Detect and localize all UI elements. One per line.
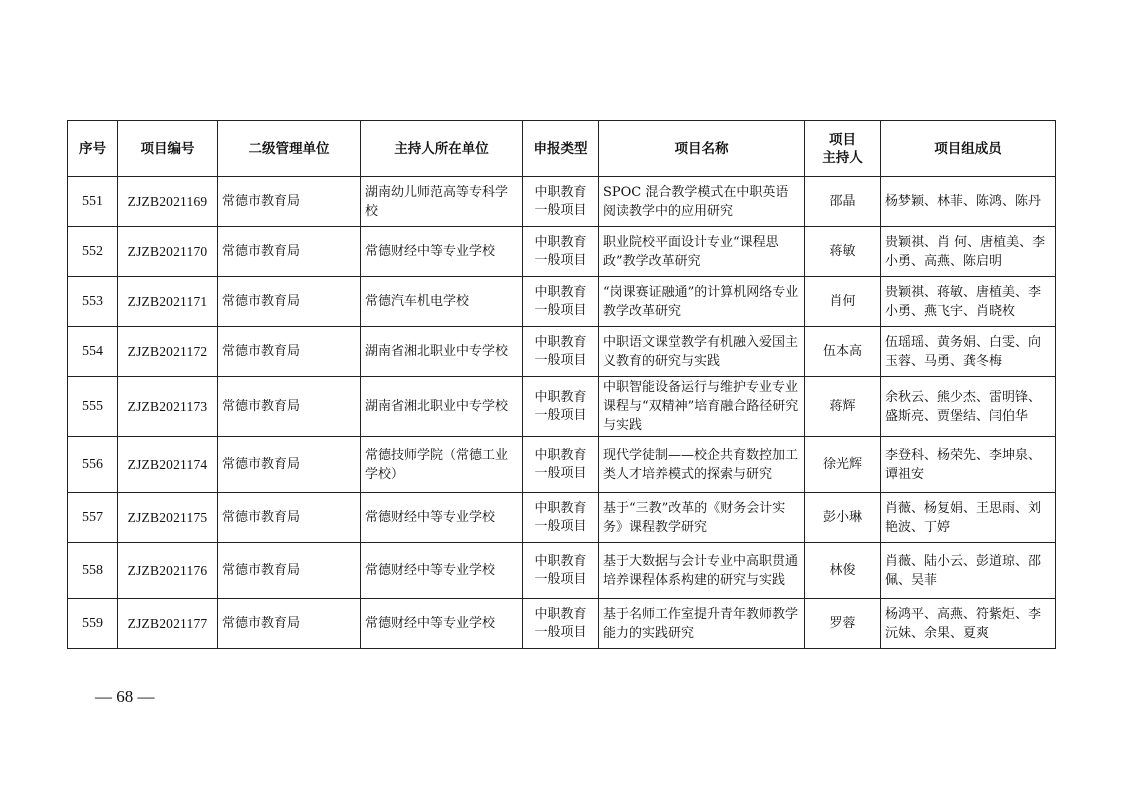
cell-type-line1: 中职教育 [534, 234, 587, 250]
table-row [68, 227, 1056, 277]
cell-type-line1: 中职教育 [534, 500, 587, 516]
cell-admin-unit: 常德市教育局 [218, 227, 361, 277]
cell-host: 罗蓉 [805, 599, 881, 649]
cell-project-name: 中职智能设备运行与维护专业专业课程与“双精神”培育融合路径研究与实践 [599, 377, 805, 437]
cell-seq: 555 [68, 377, 118, 437]
cell-project-name: 现代学徒制——校企共育数控加工类人才培养模式的探索与研究 [599, 437, 805, 493]
cell-seq: 552 [68, 227, 118, 277]
cell-type [523, 493, 599, 543]
header-seq: 序号 [68, 121, 118, 177]
cell-code: ZJZB2021172 [118, 327, 218, 377]
cell-host: 彭小琳 [805, 493, 881, 543]
cell-host: 伍本高 [805, 327, 881, 377]
cell-host-unit: 常德汽车机电学校 [361, 277, 523, 327]
cell-type [523, 599, 599, 649]
cell-code: ZJZB2021171 [118, 277, 218, 327]
project-table [67, 120, 1056, 649]
header-type: 申报类型 [523, 121, 599, 177]
cell-members: 肖薇、陆小云、彭道琼、邵佩、吴菲 [881, 543, 1056, 599]
table-row [68, 543, 1056, 599]
cell-seq: 557 [68, 493, 118, 543]
cell-members: 贵颖祺、肖 何、唐植美、李小勇、高燕、陈启明 [881, 227, 1056, 277]
cell-admin-unit: 常德市教育局 [218, 327, 361, 377]
cell-code: ZJZB2021170 [118, 227, 218, 277]
cell-type-line1: 中职教育 [534, 606, 587, 622]
cell-members: 肖薇、杨复娟、王思雨、刘艳波、丁婷 [881, 493, 1056, 543]
cell-type-line2: 一般项目 [534, 624, 587, 640]
cell-host-unit: 常德财经中等专业学校 [361, 493, 523, 543]
cell-code: ZJZB2021176 [118, 543, 218, 599]
cell-type-line2: 一般项目 [534, 571, 587, 587]
cell-admin-unit: 常德市教育局 [218, 493, 361, 543]
cell-type-line2: 一般项目 [534, 465, 587, 481]
cell-type-line1: 中职教育 [534, 184, 587, 200]
cell-type-line2: 一般项目 [534, 252, 587, 268]
cell-code: ZJZB2021169 [118, 177, 218, 227]
table-row [68, 493, 1056, 543]
cell-project-name: 基于“三教”改革的《财务会计实务》课程教学研究 [599, 493, 805, 543]
header-host [805, 121, 881, 177]
cell-host-unit: 湖南幼儿师范高等专科学校 [361, 177, 523, 227]
header-host-unit: 主持人所在单位 [361, 121, 523, 177]
cell-code: ZJZB2021175 [118, 493, 218, 543]
cell-members: 余秋云、熊少杰、雷明锋、盛斯亮、贾堡结、闫伯华 [881, 377, 1056, 437]
header-host-line1: 项目 [829, 131, 856, 148]
cell-type [523, 437, 599, 493]
cell-project-name: 职业院校平面设计专业“课程思政”教学改革研究 [599, 227, 805, 277]
cell-type-line2: 一般项目 [534, 518, 587, 534]
cell-project-name: 基于大数据与会计专业中高职贯通培养课程体系构建的研究与实践 [599, 543, 805, 599]
table-row [68, 177, 1056, 227]
cell-type-line2: 一般项目 [534, 202, 587, 218]
cell-host-unit: 常德财经中等专业学校 [361, 227, 523, 277]
cell-type [523, 543, 599, 599]
cell-seq: 556 [68, 437, 118, 493]
cell-type [523, 277, 599, 327]
cell-admin-unit: 常德市教育局 [218, 177, 361, 227]
cell-host: 邵晶 [805, 177, 881, 227]
cell-type-line2: 一般项目 [534, 302, 587, 318]
cell-admin-unit: 常德市教育局 [218, 543, 361, 599]
cell-host: 蒋敏 [805, 227, 881, 277]
cell-project-name: 中职语文课堂教学有机融入爱国主义教育的研究与实践 [599, 327, 805, 377]
cell-code: ZJZB2021174 [118, 437, 218, 493]
cell-type-line1: 中职教育 [534, 389, 587, 405]
cell-code: ZJZB2021177 [118, 599, 218, 649]
cell-type-line1: 中职教育 [534, 334, 587, 350]
cell-seq: 553 [68, 277, 118, 327]
cell-type-line1: 中职教育 [534, 447, 587, 463]
cell-host-unit: 湖南省湘北职业中专学校 [361, 327, 523, 377]
page-number: — 68 — [95, 687, 155, 706]
cell-members: 杨鸿平、高燕、符紫炬、李沅妹、余果、夏爽 [881, 599, 1056, 649]
table-row [68, 437, 1056, 493]
cell-host: 肖何 [805, 277, 881, 327]
cell-seq: 559 [68, 599, 118, 649]
cell-admin-unit: 常德市教育局 [218, 437, 361, 493]
cell-project-name: “岗课赛证融通”的计算机网络专业教学改革研究 [599, 277, 805, 327]
header-host-line2: 主持人 [822, 149, 863, 166]
cell-host-unit: 常德技师学院（常德工业学校） [361, 437, 523, 493]
table-row [68, 377, 1056, 437]
cell-host: 徐光辉 [805, 437, 881, 493]
cell-type [523, 327, 599, 377]
cell-admin-unit: 常德市教育局 [218, 377, 361, 437]
cell-host-unit: 常德财经中等专业学校 [361, 599, 523, 649]
cell-type-line1: 中职教育 [534, 284, 587, 300]
cell-host: 林俊 [805, 543, 881, 599]
cell-host-unit: 湖南省湘北职业中专学校 [361, 377, 523, 437]
cell-members: 贵颖祺、蒋敏、唐植美、李小勇、燕飞宇、肖晓枚 [881, 277, 1056, 327]
cell-members: 杨梦颖、林菲、陈鸿、陈丹 [881, 177, 1056, 227]
cell-host-unit: 常德财经中等专业学校 [361, 543, 523, 599]
cell-type [523, 227, 599, 277]
cell-type [523, 177, 599, 227]
cell-members: 李登科、杨荣先、李坤泉、谭祖安 [881, 437, 1056, 493]
table-row [68, 599, 1056, 649]
cell-seq: 558 [68, 543, 118, 599]
table-header-row [68, 121, 1056, 177]
cell-host: 蒋辉 [805, 377, 881, 437]
table-row [68, 277, 1056, 327]
header-members: 项目组成员 [881, 121, 1056, 177]
cell-type-line2: 一般项目 [534, 352, 587, 368]
cell-code: ZJZB2021173 [118, 377, 218, 437]
cell-admin-unit: 常德市教育局 [218, 277, 361, 327]
cell-admin-unit: 常德市教育局 [218, 599, 361, 649]
cell-seq: 554 [68, 327, 118, 377]
header-admin-unit: 二级管理单位 [218, 121, 361, 177]
cell-type [523, 377, 599, 437]
cell-project-name: 基于名师工作室提升青年教师教学能力的实践研究 [599, 599, 805, 649]
cell-type-line2: 一般项目 [534, 407, 587, 423]
cell-seq: 551 [68, 177, 118, 227]
cell-type-line1: 中职教育 [534, 553, 587, 569]
header-code: 项目编号 [118, 121, 218, 177]
cell-members: 伍瑶瑶、黄务娟、白雯、向玉蓉、马勇、龚冬梅 [881, 327, 1056, 377]
cell-project-name: SPOC 混合教学模式在中职英语阅读教学中的应用研究 [599, 177, 805, 227]
header-name: 项目名称 [599, 121, 805, 177]
table-row [68, 327, 1056, 377]
